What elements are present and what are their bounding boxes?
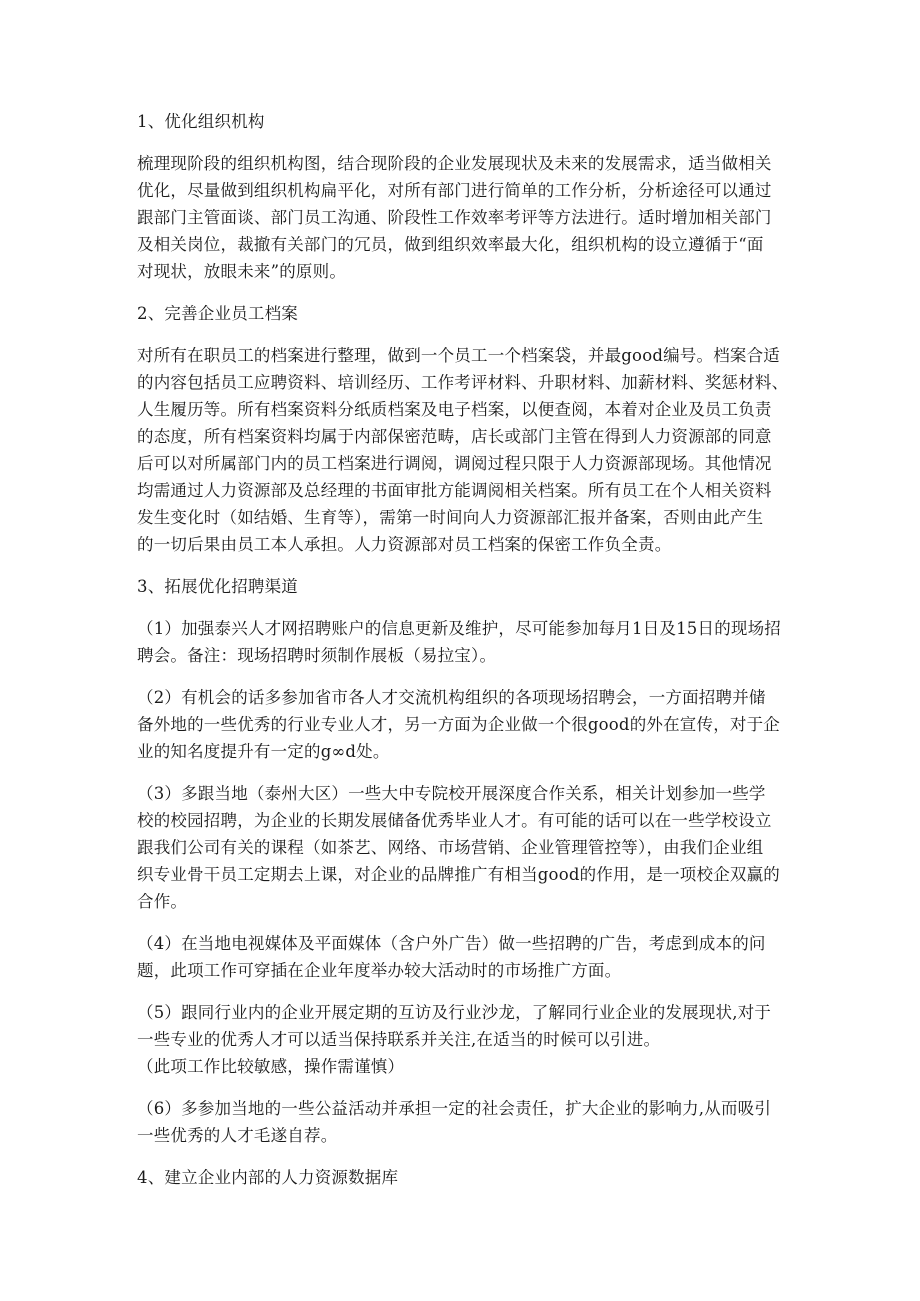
text-line: 的态度，所有档案资料均属于内部保密范畴，店长或部门主管在得到人力资源部的同意	[137, 427, 772, 446]
text-line: 的一切后果由员工本人承担。人力资源部对员工档案的保密工作负全责。	[137, 535, 672, 554]
text-line: 后可以对所属部门内的员工档案进行调阅，调阅过程只限于人力资源部现场。其他情况	[137, 454, 772, 473]
text-line: （6）多参加当地的一些公益活动并承担一定的社会责任，扩大企业的影响力,从而吸引	[137, 1099, 772, 1118]
paragraph	[137, 1095, 797, 1149]
text-line: 优化，尽量做到组织机构扁平化，对所有部门进行简单的工作分析，分析途径可以通过	[137, 181, 772, 200]
paragraph	[137, 342, 797, 558]
text-line: 聘会。备注：现场招聘时须制作展板（易拉宝）。	[137, 646, 497, 665]
paragraph	[137, 930, 797, 984]
section-heading: 2、完善企业员工档案	[137, 304, 298, 323]
section-heading: 1、优化组织机构	[137, 112, 265, 131]
text-line: 均需通过人力资源部及总经理的书面审批方能调阅相关档案。所有员工在个人相关资料	[137, 481, 772, 500]
text-line: （2）有机会的话多参加省市各人才交流机构组织的各项现场招聘会，一方面招聘并储	[137, 688, 766, 707]
paragraph	[137, 999, 797, 1053]
paragraph	[137, 1053, 797, 1080]
text-line: 一些专业的优秀人才可以适当保持联系并关注,在适当的时候可以引进。	[137, 1030, 661, 1049]
text-line: 一些优秀的人才毛遂自荐。	[137, 1126, 338, 1145]
text-line: 人生履历等。所有档案资料分纸质档案及电子档案，以便查阅，本着对企业及员工负责	[137, 400, 772, 419]
section-heading: 3、拓展优化招聘渠道	[137, 577, 298, 596]
section-heading: 4、建立企业内部的人力资源数据库	[137, 1168, 399, 1187]
text-line: （5）跟同行业内的企业开展定期的互访及行业沙龙，了解同行业企业的发展现状,对于	[137, 1003, 772, 1022]
text-line: 的内容包括员工应聘资料、培训经历、工作考评材料、升职材料、加薪材料、奖惩材料、	[137, 373, 789, 392]
text-line: 备外地的一些优秀的行业专业人才，另一方面为企业做一个很good的外在宣传，对于企	[137, 715, 780, 734]
document-page	[137, 108, 797, 1206]
paragraph	[137, 615, 797, 669]
text-line: 发生变化时（如结婚、生育等），需第一时间向人力资源部汇报并备案，否则由此产生	[137, 508, 764, 527]
text-line: （4）在当地电视媒体及平面媒体（含户外广告）做一些招聘的广告，考虑到成本的问	[137, 934, 766, 953]
text-line: （1）加强泰兴人才网招聘账户的信息更新及维护，尽可能参加每月1日及15日的现场招	[137, 619, 781, 638]
text-line: 对现状，放眼未来”的原则。	[137, 262, 347, 281]
paragraph	[137, 780, 797, 915]
text-line: 合作。	[137, 892, 188, 911]
text-line: 跟部门主管面谈、部门员工沟通、阶段性工作效率考评等方法进行。适时增加相关部门	[137, 208, 772, 227]
text-line: （此项工作比较敏感，操作需谨慎）	[137, 1057, 405, 1076]
text-line: （3）多跟当地（泰州大区）一些大中专院校开展深度合作关系，相关计划参加一些学	[137, 784, 766, 803]
text-line: 梳理现阶段的组织机构图，结合现阶段的企业发展现状及未来的发展需求，适当做相关	[137, 154, 772, 173]
text-line: 及相关岗位，裁撤有关部门的冗员，做到组织效率最大化，组织机构的设立遵循于“面	[137, 235, 764, 254]
text-line: 跟我们公司有关的课程（如茶艺、网络、市场营销、企业管理管控等），由我们企业组	[137, 838, 764, 857]
text-line: 校的校园招聘，为企业的长期发展储备优秀毕业人才。有可能的话可以在一些学校设立	[137, 811, 772, 830]
paragraph	[137, 150, 797, 285]
text-line: 业的知名度提升有一定的g∞d处。	[137, 742, 390, 761]
paragraph	[137, 684, 797, 765]
text-line: 题，此项工作可穿插在企业年度举办较大活动时的市场推广方面。	[137, 961, 622, 980]
text-line: 织专业骨干员工定期去上课，对企业的品牌推广有相当good的作用，是一项校企双赢的	[137, 865, 780, 884]
text-line: 对所有在职员工的档案进行整理，做到一个员工一个档案袋，并最good编号。档案合适	[137, 346, 780, 365]
